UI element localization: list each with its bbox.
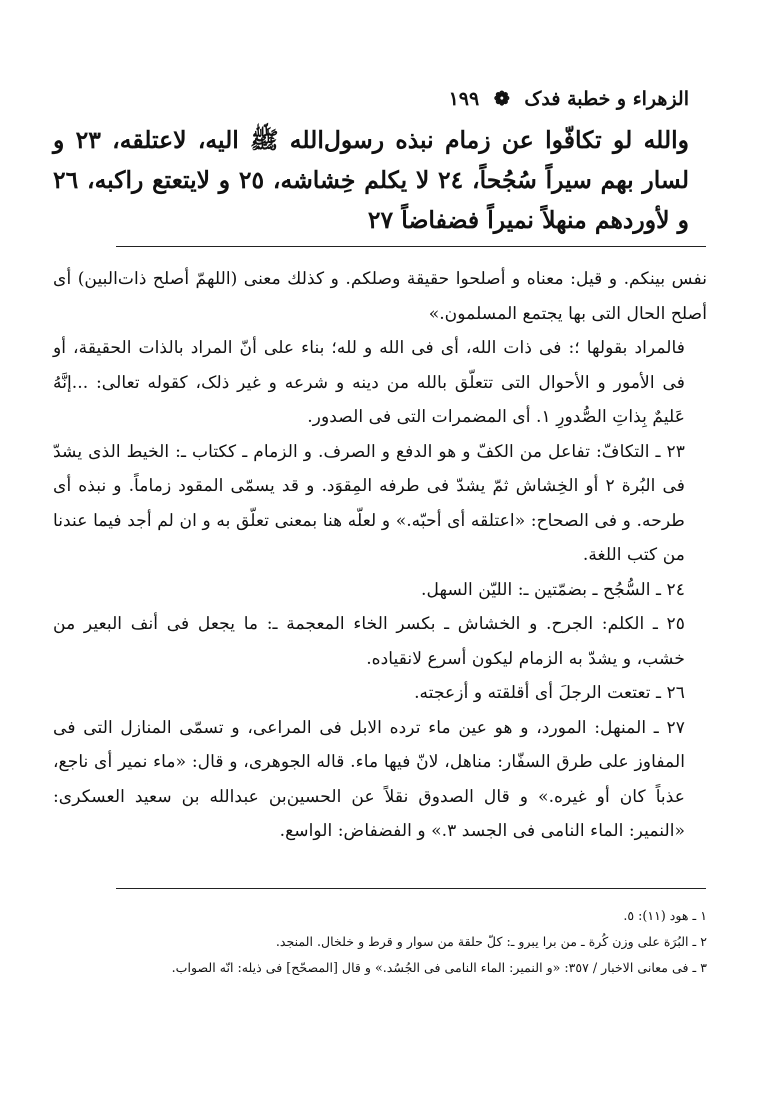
footnote: ٣ ـ فى معانى الاخبار / ٣٥٧: «و النمير: الماء النامى فى الجُسُد.» و قال [المصحّح] فى ذيله: انّه الصواب. (171, 960, 707, 975)
footnote: ٢ ـ البُرَة على وزن كُرة ـ من برا يبرو ـ: كلّ حلقة من سوار و قرط و خلخال. المنجد. (275, 934, 707, 949)
commentary-paragraph: نفس بينكم. و قيل: معناه و أصلحوا حقيقة وصلكم. و كذلك معنى (اللهمّ أصلح ذات‌البين) أى أصلح الحال التى بها يجتمع المسلمون.» (53, 269, 707, 324)
commentary-paragraph: فالمراد بقولها ؛: فى ذات الله، أى فى الله و لله؛ بناء على أنّ المراد بالذات الحقيقة، أو فى الأمور و الأحوال التى تتعلّق بالله من دينه و شرعه و غير ذلک، كقوله تعالى: ...إنَّهُ عَليمٌ بِذاتِ الصُّدورِ ١. أى المضمرات التى فى الصدور. (53, 338, 685, 427)
footnote: ١ ـ هود (١١): ٥. (623, 908, 707, 923)
footnotes (53, 903, 707, 981)
book-title: الزهراء و خطبة فدک (524, 88, 689, 110)
commentary-paragraph: ٢٧ ـ المنهل: المورد، و هو عين ماء ترده الابل فى المراعى، و تسمّى المنازل التى فى المفاوز على طرق السفّار: مناهل، لانّ فيها ماء. قاله الجوهرى، و قال: «ماء نمير أى ناجع، عذباً كان أو غيره.» و قال الصدوق نقلاً عن الحسين‌بن عبدالله بن سعيد العسكرى: «النمير: الماء النامى فى الجسد ٣.» و الفضفاض: الواسع. (53, 717, 685, 841)
commentary (53, 262, 707, 849)
divider-top (116, 246, 706, 247)
commentary-paragraph: ٢٣ ـ التكافّ: تفاعل من الكفّ و هو الدفع و الصرف. و الزمام ـ ككتاب ـ: الخيط الذى يشدّ فى البُرة ٢ أو الخِشاش ثمّ يشدّ فى طرفه المِقوَد. و قد يسمّى المقود زماماً. و نبذه أى طرحه. و فى الصحاح: «اعتلقه أى أحبّه.» و لعلّه هنا بمعنى تعلّق به و ان لم أجد فيما عندنا من كتب اللغة. (53, 441, 685, 565)
ornament-icon: ❁ (493, 88, 510, 110)
commentary-paragraph: ٢٤ ـ السُّجُح ـ بضمّتين ـ: الليّن السهل. (421, 579, 685, 600)
page-number: ١٩٩ (448, 88, 480, 110)
sermon-text: والله لو تكافّوا عن زمام نبذه رسول‌الله ﷺ اليه، لاعتلقه، ٢٣ و لسار بهم سيراً سُجُحاً، ٢٤ لا يكلم خِشاشه، ٢٥ و لايتعتع راكبه، ٢٦ و لأوردهم منهلاً نميراً فضفاضاً ٢٧ (53, 126, 689, 234)
commentary-paragraph: ٢٦ ـ تعتعت الرجلَ أى أقلقته و أزعجته. (414, 683, 685, 703)
running-header (449, 88, 689, 110)
divider-bottom (116, 888, 706, 889)
commentary-paragraph: ٢٥ ـ الكلم: الجرح. و الخشاش ـ بكسر الخاء المعجمة ـ: ما يجعل فى أنف البعير من خشب، و يشدّ به الزمام ليكون أسرع لانقياده. (53, 614, 685, 669)
